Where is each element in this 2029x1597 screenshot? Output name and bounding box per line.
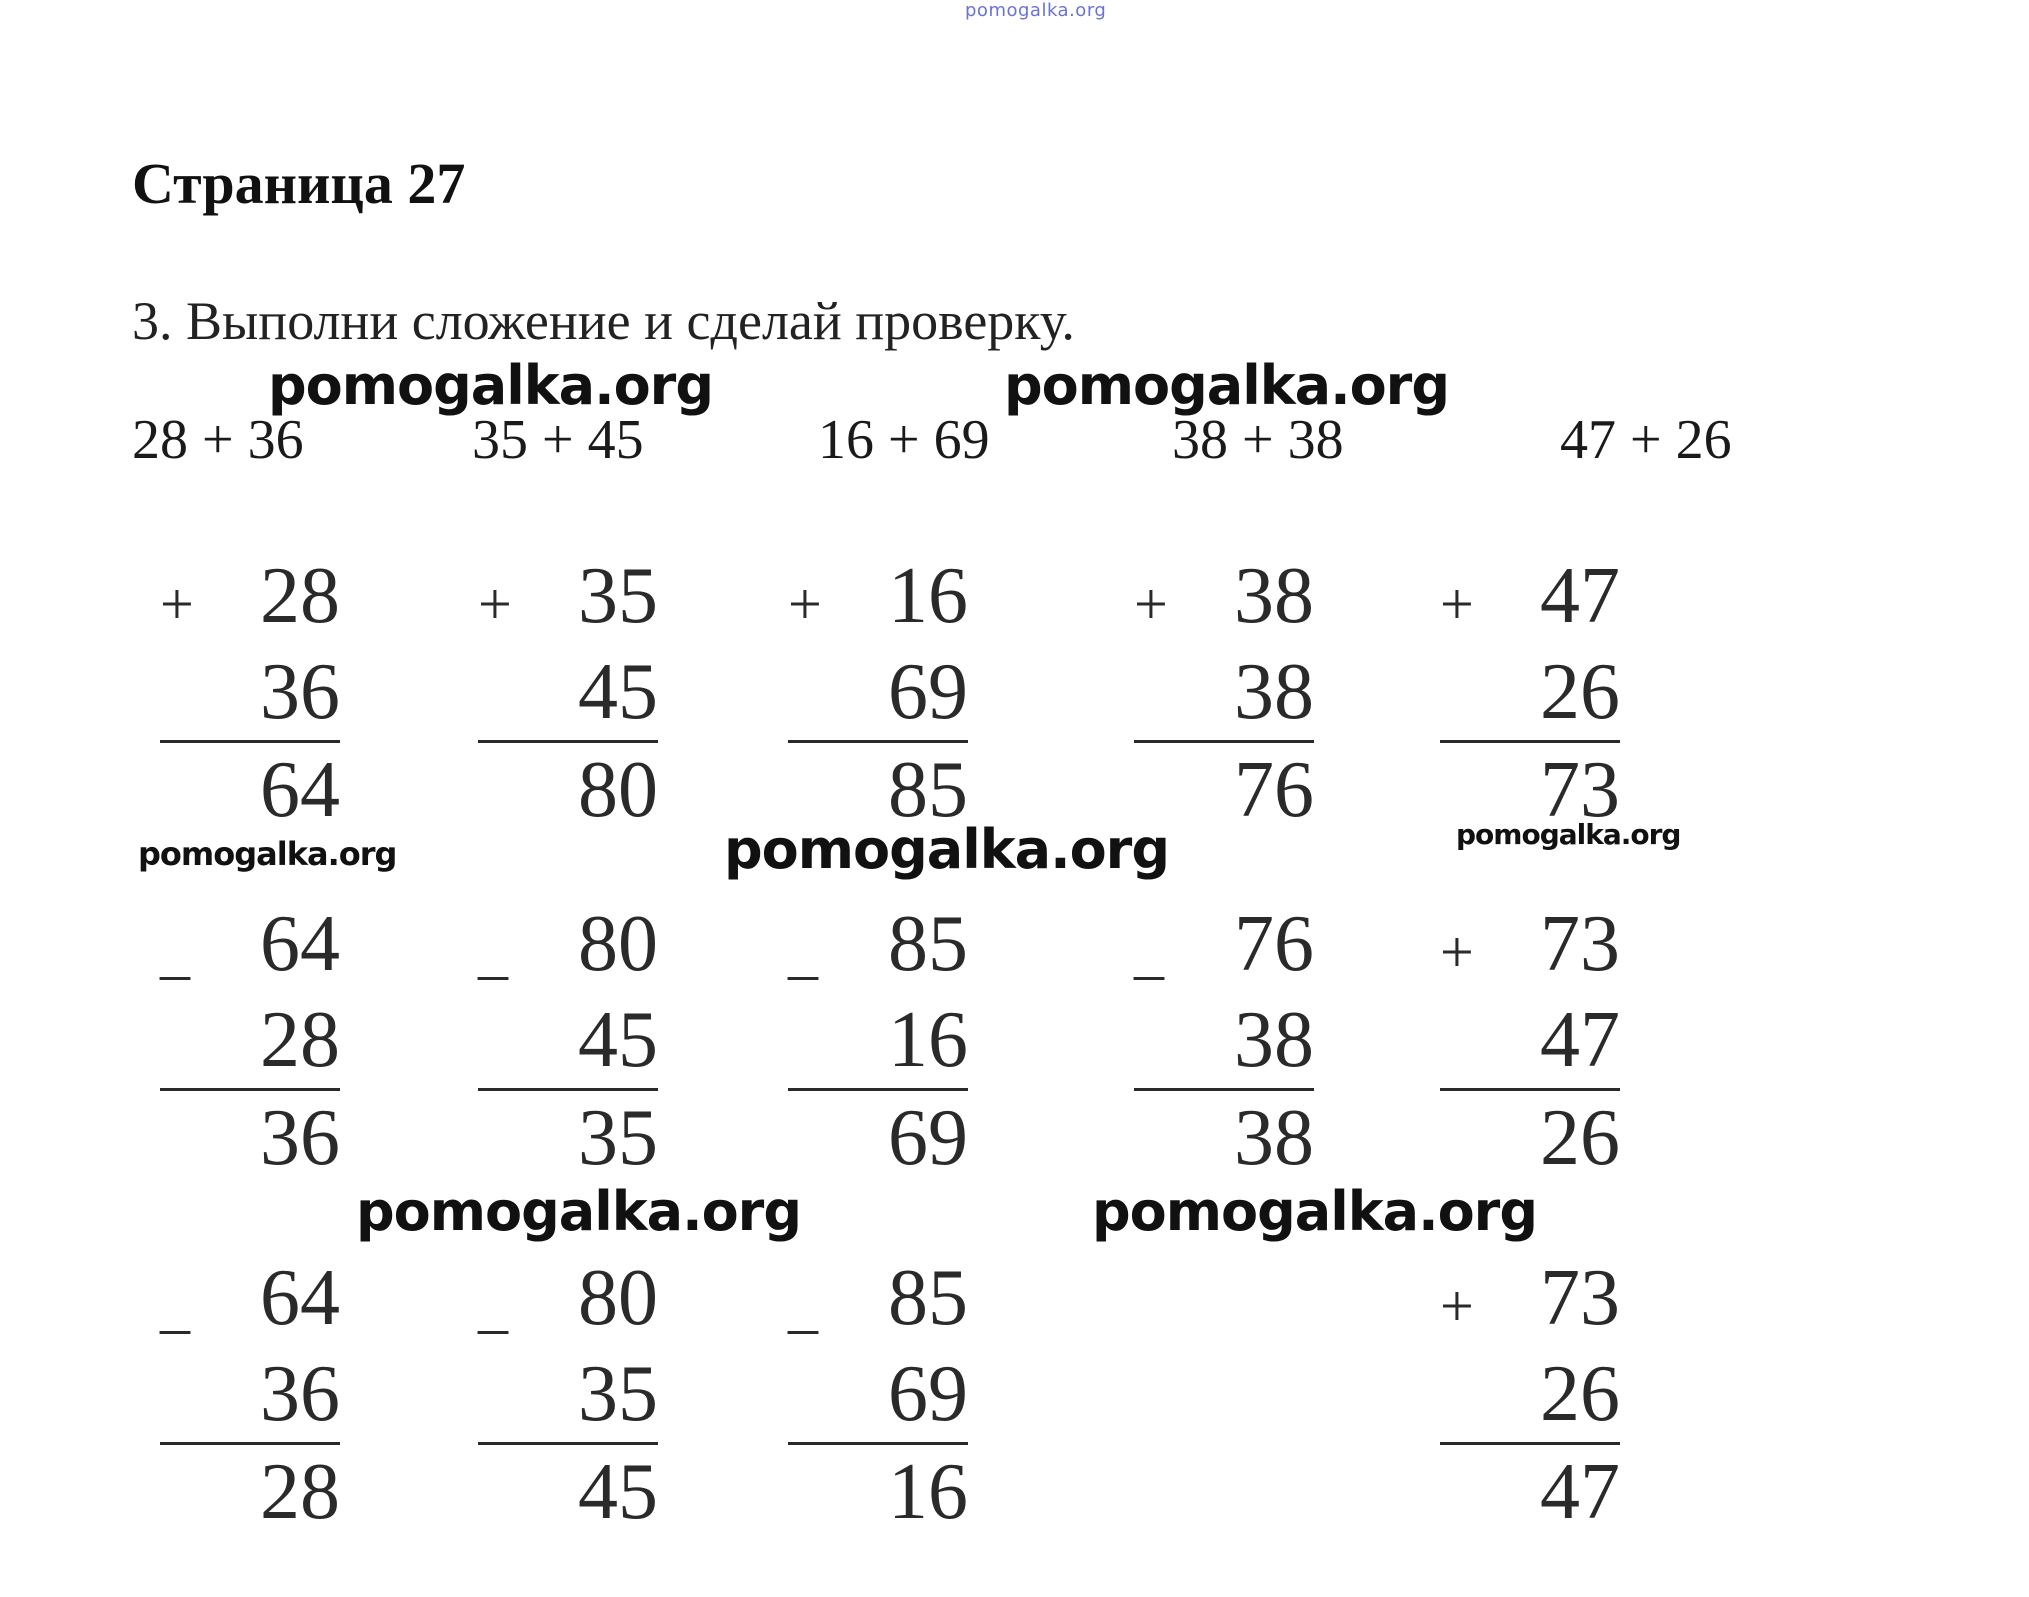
result: 38 [1234,1094,1314,1182]
operator: + [1134,571,1168,637]
operator: _ [160,919,190,985]
result-line [1440,1088,1620,1091]
column-check [1440,1254,1620,1558]
column-check [1134,900,1314,1204]
column-check [788,900,968,1204]
result-line [788,1442,968,1445]
operand-b: 45 [578,996,658,1084]
operand-a: 64 [260,1254,340,1342]
result: 64 [260,746,340,834]
column-check [788,1254,968,1558]
top-watermark: pomogalka.org [965,0,1107,21]
operand-b: 36 [260,1350,340,1438]
operator: _ [160,1273,190,1339]
column-check [1440,900,1620,1204]
result-line [1440,740,1620,743]
column-addition [1134,552,1314,856]
result: 76 [1234,746,1314,834]
operand-b: 38 [1234,996,1314,1084]
operand-b: 69 [888,1350,968,1438]
column-check [478,1254,658,1558]
result: 28 [260,1448,340,1536]
column-addition [160,552,340,856]
result: 36 [260,1094,340,1182]
result-line [788,740,968,743]
result: 26 [1540,1094,1620,1182]
operand-b: 26 [1540,1350,1620,1438]
column-addition [788,552,968,856]
operand-a: 38 [1234,552,1314,640]
result: 16 [888,1448,968,1536]
result-line [160,1088,340,1091]
watermark: pomogalka.org [1456,818,1681,851]
column-check [478,900,658,1204]
result: 45 [578,1448,658,1536]
result-line [1440,1442,1620,1445]
operator: _ [478,1273,508,1339]
result-line [1134,740,1314,743]
operand-a: 85 [888,900,968,988]
expression: 28 + 36 [132,409,304,471]
operator: + [1440,919,1474,985]
operator: + [788,571,822,637]
watermark: pomogalka.org [1092,1180,1537,1243]
column-addition [478,552,658,856]
result-line [788,1088,968,1091]
operator: _ [788,1273,818,1339]
operand-a: 28 [260,552,340,640]
result-line [478,740,658,743]
column-addition [1440,552,1620,856]
operand-a: 47 [1540,552,1620,640]
operator: + [478,571,512,637]
expression: 16 + 69 [818,409,990,471]
result: 69 [888,1094,968,1182]
operand-a: 80 [578,900,658,988]
operand-a: 76 [1234,900,1314,988]
operand-a: 16 [888,552,968,640]
operator: + [160,571,194,637]
watermark: pomogalka.org [138,835,397,873]
operand-b: 45 [578,648,658,736]
result: 85 [888,746,968,834]
result: 47 [1540,1448,1620,1536]
operand-a: 64 [260,900,340,988]
operand-a: 35 [578,552,658,640]
watermark: pomogalka.org [268,354,713,417]
result-line [478,1442,658,1445]
watermark: pomogalka.org [1004,354,1449,417]
operand-b: 35 [578,1350,658,1438]
operand-b: 26 [1540,648,1620,736]
operator: _ [478,919,508,985]
operand-a: 80 [578,1254,658,1342]
task-text: 3. Выполни сложение и сделай проверку. [132,291,1075,351]
operand-a: 73 [1540,900,1620,988]
result-line [1134,1088,1314,1091]
expression: 38 + 38 [1172,409,1344,471]
result: 80 [578,746,658,834]
operator: _ [1134,919,1164,985]
operand-b: 47 [1540,996,1620,1084]
result: 35 [578,1094,658,1182]
operator: _ [788,919,818,985]
operand-b: 69 [888,648,968,736]
column-check [160,1254,340,1558]
operand-b: 16 [888,996,968,1084]
operator: + [1440,571,1474,637]
expression: 35 + 45 [472,409,644,471]
operand-a: 85 [888,1254,968,1342]
operand-b: 28 [260,996,340,1084]
watermark: pomogalka.org [724,818,1169,881]
result-line [160,1442,340,1445]
operand-a: 73 [1540,1254,1620,1342]
column-check [160,900,340,1204]
result-line [478,1088,658,1091]
result: 73 [1540,746,1620,834]
result-line [160,740,340,743]
watermark: pomogalka.org [356,1180,801,1243]
operand-b: 36 [260,648,340,736]
expression: 47 + 26 [1560,409,1732,471]
operator: + [1440,1273,1474,1339]
operand-b: 38 [1234,648,1314,736]
page-title: Страница 27 [132,151,466,216]
